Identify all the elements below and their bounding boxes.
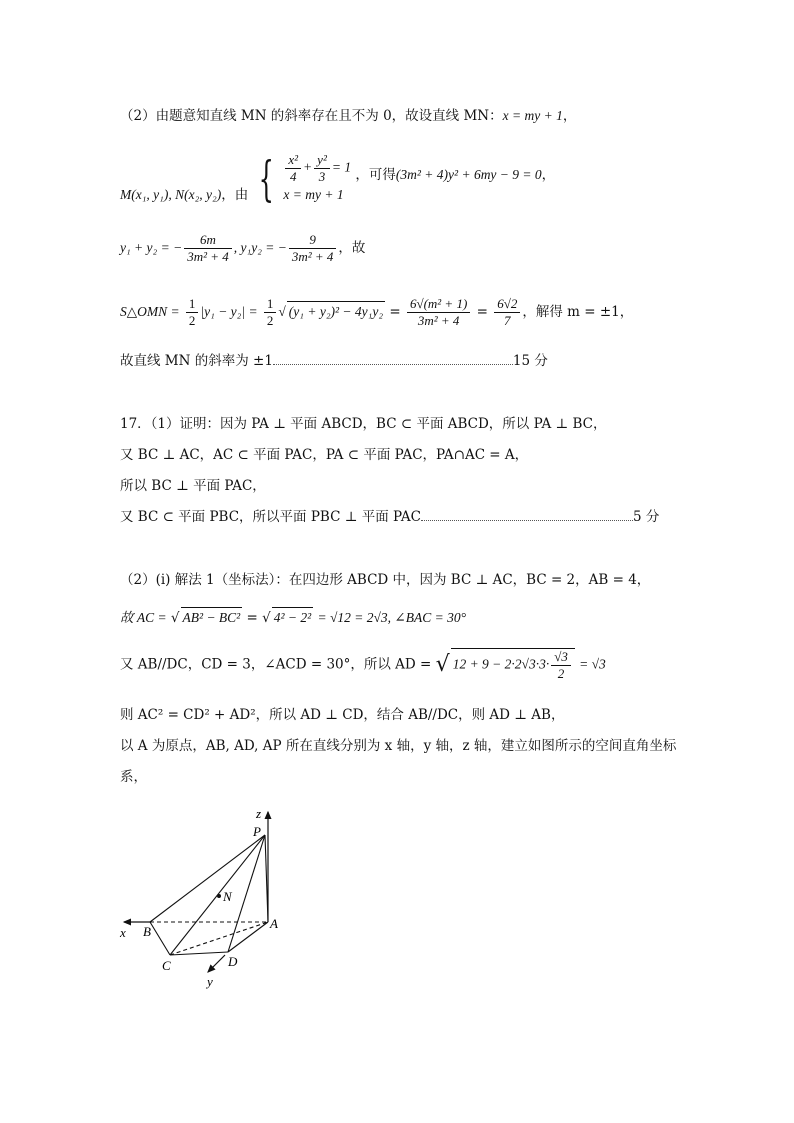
- point-N: [217, 894, 221, 898]
- label-x: x: [120, 925, 126, 940]
- edge-PB: [150, 835, 265, 922]
- comma: ，: [541, 167, 556, 183]
- label-z: z: [256, 806, 262, 821]
- score-15: 15 分: [512, 353, 548, 369]
- solve-m: ，解得 m = ±1，: [522, 304, 634, 320]
- half-den-2: 2: [264, 312, 277, 329]
- label-B: B: [143, 924, 151, 939]
- slope-result: 故直线 MN 的斜率为 ±1: [120, 353, 273, 369]
- quad-eq: (3m² + 4)y² + 6my − 9 = 0: [395, 167, 542, 182]
- q17-6-sqrt2: 4² − 2²: [272, 607, 313, 628]
- sys-num2: y²: [317, 152, 327, 167]
- q17-line-10: 系，: [120, 769, 147, 785]
- by-word: ，由: [221, 187, 249, 203]
- can-get: ，可得: [355, 167, 396, 183]
- label-D: D: [228, 954, 238, 969]
- label-P: P: [253, 824, 261, 839]
- q17-line-4: [120, 507, 659, 527]
- area-num1: 6√(m² + 1): [409, 296, 468, 311]
- sum-lhs: y₁ + y₂ = −: [120, 240, 183, 255]
- abs-diff: |y₁ − y₂| =: [200, 304, 258, 319]
- y-axis: [208, 955, 225, 972]
- q17-7-sqrt: 12 + 9 − 2·2√3·3·: [452, 656, 550, 672]
- so-word: ，故: [338, 240, 366, 256]
- points-mn: M(x₁, y₁), N(x₂, y₂): [120, 187, 222, 202]
- p2-line-eq: x = my + 1: [502, 108, 563, 123]
- q17-line-5: （2）(i) 解法 1（坐标法）：在四边形 ABCD 中，因为 BC ⊥ AC，BC = 2，AB = 4，: [120, 572, 651, 588]
- sys-eq: = 1: [331, 159, 352, 175]
- area-den2: 7: [494, 312, 520, 329]
- edge-BC: [150, 922, 170, 955]
- vieta-line: [120, 232, 365, 272]
- sys-row2: x = my + 1: [283, 187, 344, 202]
- half-den: 2: [186, 312, 199, 329]
- q17-7-pre: 又 AB//DC，CD = 3，∠ACD = 30°，所以 AD =: [120, 656, 432, 673]
- left-brace: {: [258, 150, 274, 207]
- half-num: 1: [188, 296, 196, 311]
- q17-line-6: 故 AC = √ AB² − BC² = √ 4² − 2² = √12 = 2√3, ∠BAC = 30°: [120, 607, 466, 628]
- label-y: y: [207, 974, 213, 989]
- label-A: A: [270, 916, 278, 931]
- q17-line-3: 所以 BC ⊥ 平面 PAC，: [120, 478, 266, 494]
- label-N: N: [223, 889, 232, 904]
- prod-den: 3m² + 4: [289, 248, 337, 265]
- q17-6-post: = √12 = 2√3, ∠BAC = 30°: [317, 610, 466, 625]
- p2-intro-line: （2）由题意知直线 MN 的斜率存在且不为 0，故设直线 MN：x = my + 1，: [120, 108, 577, 124]
- prod-num: 9: [309, 232, 316, 247]
- q17-line-2: 又 BC ⊥ AC，AC ⊂ 平面 PAC，PA ⊂ 平面 PAC，PA∩AC = A，: [120, 447, 529, 463]
- label-C: C: [162, 958, 171, 973]
- q17-6-sqrt1: AB² − BC²: [181, 607, 243, 628]
- edge-PD: [228, 835, 265, 952]
- area-line: S△OMN = $\frac{1}{2}$ |y₁ − y₂| = $\frac{1}{2}$ √ (y₁ + y₂)² − 4y₁y₂ = $\frac{\text{6√(m² + 1)}}{\text{3m² + 4}}$ = $\frac{6√2}{7}$ ，解得 m = ±1，: [120, 296, 634, 328]
- sum-num: 6m: [200, 232, 216, 247]
- sys-den2: 3: [314, 168, 330, 185]
- score-5: 5 分: [632, 509, 660, 525]
- q17-line-4-text: 又 BC ⊂ 平面 PBC，所以平面 PBC ⊥ 平面 PAC: [120, 509, 421, 525]
- q17-6-mid: =: [246, 610, 258, 626]
- q17-7-fden: 2: [551, 665, 571, 682]
- area-num2: 6√2: [497, 296, 518, 311]
- prod-lhs: , y₁y₂ = −: [233, 240, 287, 255]
- sys-den1: 4: [285, 168, 301, 185]
- area-lhs: S△OMN =: [120, 304, 180, 319]
- q17-line-7: 又 AB//DC，CD = 3，∠ACD = 30°，所以 AD = √ 12 + 9 − 2·2√3·3· $\frac{√3}{2}$ = √3: [120, 649, 606, 681]
- q17-7-post: = √3: [579, 656, 606, 672]
- q17-line-8: 则 AC² = CD² + AD²，所以 AD ⊥ CD，结合 AB//DC，则 AD ⊥ AB，: [120, 707, 565, 723]
- sum-den: 3m² + 4: [184, 248, 232, 265]
- q17-line-9: 以 A 为原点，AB, AD, AP 所在直线分别为 x 轴，y 轴，z 轴，建立如图所示的空间直角坐标: [120, 738, 677, 754]
- equation-system: $\frac{\text{x²}}{4}$ + $\frac{\text{y²}}{3}$ = 1 x = my + 1: [283, 152, 351, 205]
- edge-CA: [170, 922, 268, 955]
- edge-DA: [228, 922, 268, 952]
- area-den1: 3m² + 4: [407, 312, 470, 329]
- sqrt-expr: (y₁ + y₂)² − 4y₁y₂: [287, 301, 385, 322]
- half-num-2: 1: [266, 296, 274, 311]
- slope-result-line: [120, 351, 548, 371]
- p2-intro: （2）由题意知直线 MN 的斜率存在且不为 0，故设直线 MN：: [120, 108, 503, 124]
- coordinate-figure: [110, 800, 310, 1000]
- system-line: [120, 152, 555, 206]
- q17-line-1: 17．（1）证明：因为 PA ⊥ 平面 ABCD，BC ⊂ 平面 ABCD，所以 PA ⊥ BC，: [120, 416, 607, 432]
- sys-num1: x²: [288, 152, 299, 167]
- q17-6-pre: 故 AC =: [120, 610, 167, 625]
- q17-7-fnum: √3: [554, 649, 568, 664]
